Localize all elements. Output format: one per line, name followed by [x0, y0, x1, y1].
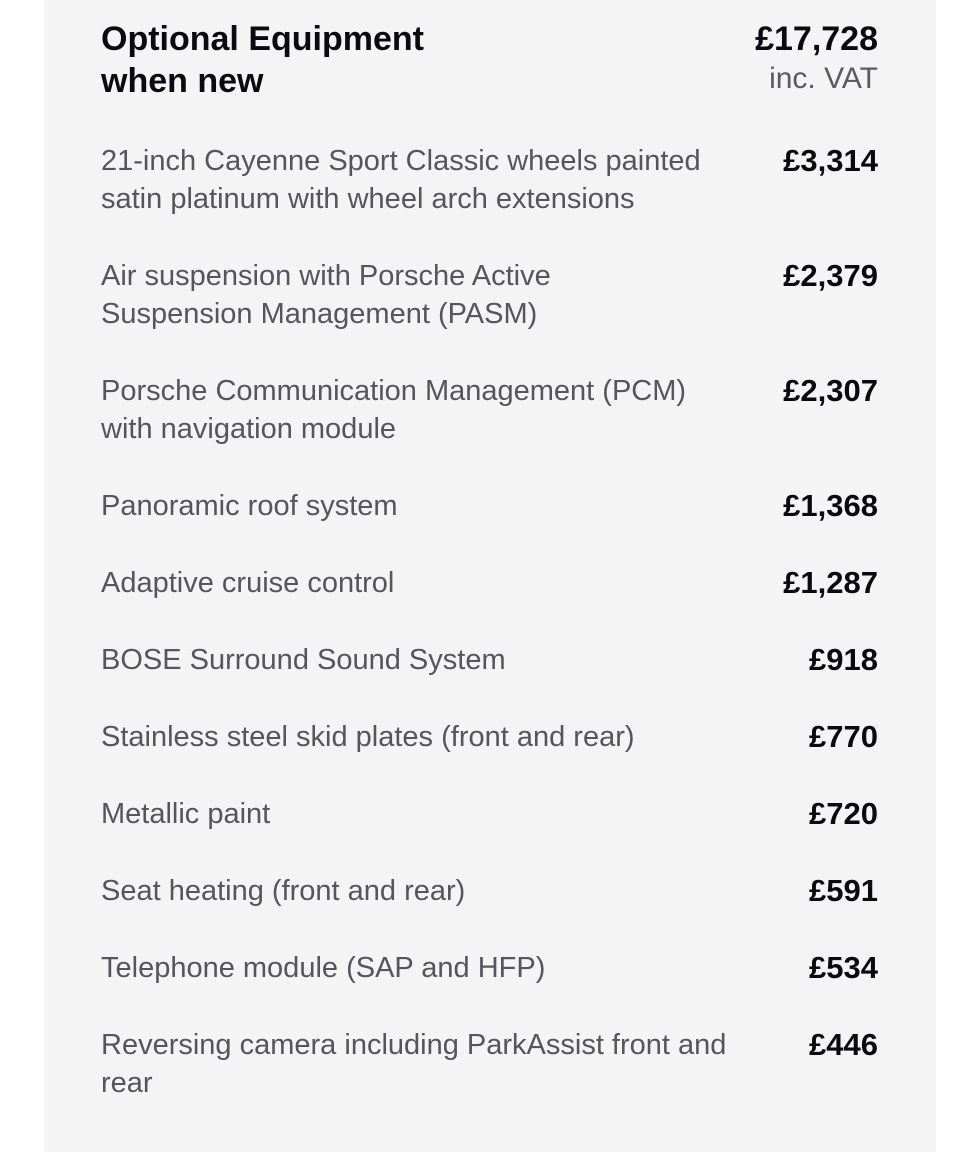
equipment-price: £3,314	[783, 143, 878, 178]
section-title-line-2: when new	[101, 62, 264, 100]
equipment-label: BOSE Surround Sound System	[101, 644, 506, 676]
equipment-row	[101, 372, 878, 448]
equipment-price: £2,307	[783, 373, 878, 408]
total-price-block	[755, 18, 878, 98]
equipment-price: £720	[809, 796, 878, 831]
optional-equipment-card	[44, 0, 936, 1152]
equipment-row	[101, 487, 878, 525]
equipment-price: £770	[809, 719, 878, 754]
equipment-row	[101, 949, 878, 987]
equipment-label: Porsche Communication Management (PCM) with navigation module	[101, 375, 687, 445]
total-price: £17,728	[755, 20, 878, 58]
equipment-row	[101, 718, 878, 756]
section-title-line-1: Optional Equipment	[101, 20, 424, 58]
equipment-label: Panoramic roof system	[101, 490, 398, 522]
equipment-price: £534	[809, 950, 878, 985]
equipment-label: Reversing camera including ParkAssist front and rear	[101, 1029, 727, 1099]
vat-note: inc. VAT	[769, 62, 878, 95]
equipment-price: £1,287	[783, 565, 878, 600]
equipment-price: £918	[809, 642, 878, 677]
equipment-row	[101, 641, 878, 679]
equipment-label: Seat heating (front and rear)	[101, 875, 466, 907]
equipment-label: Telephone module (SAP and HFP)	[101, 952, 546, 984]
equipment-price: £591	[809, 873, 878, 908]
equipment-price: £1,368	[783, 488, 878, 523]
equipment-row	[101, 257, 878, 333]
equipment-label: Air suspension with Porsche Active Suspension Management (PASM)	[101, 260, 551, 330]
equipment-row	[101, 142, 878, 218]
equipment-price: £2,379	[783, 258, 878, 293]
section-title	[101, 18, 481, 102]
equipment-label: 21-inch Cayenne Sport Classic wheels painted satin platinum with wheel arch extensions	[101, 145, 701, 215]
equipment-row	[101, 1026, 878, 1102]
equipment-label: Stainless steel skid plates (front and rear)	[101, 721, 635, 753]
equipment-price: £446	[809, 1027, 878, 1062]
equipment-header	[101, 18, 878, 102]
equipment-row	[101, 795, 878, 833]
equipment-row	[101, 872, 878, 910]
equipment-label: Metallic paint	[101, 798, 271, 830]
equipment-label: Adaptive cruise control	[101, 567, 395, 599]
equipment-row	[101, 564, 878, 602]
